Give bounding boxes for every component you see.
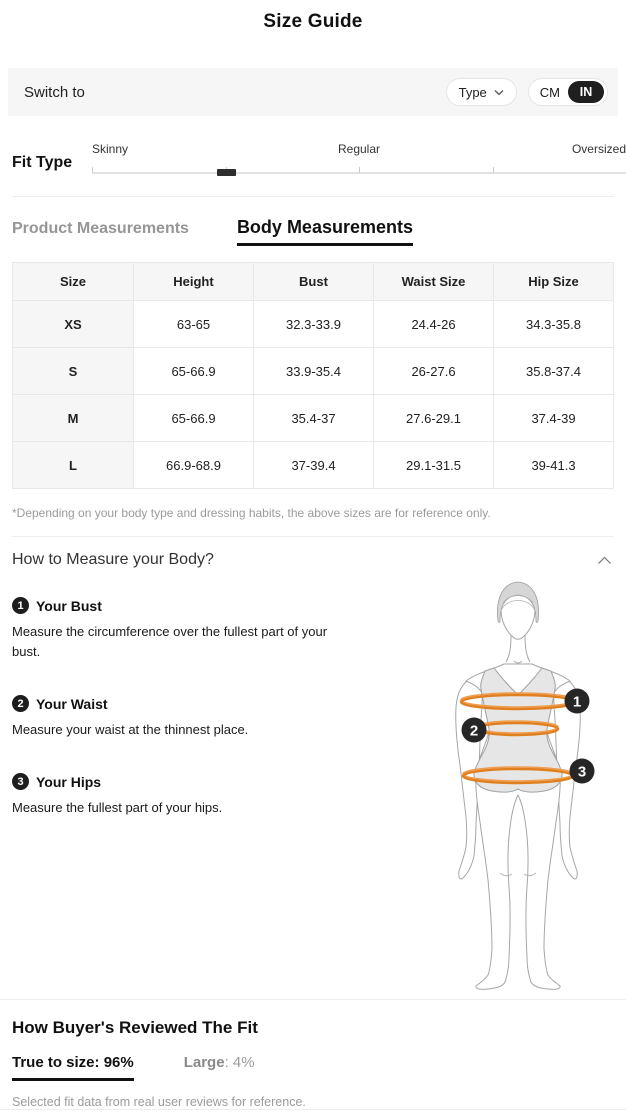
stat-true-to-size[interactable] (12, 1054, 134, 1081)
col-header-waist: Waist Size (373, 263, 493, 300)
tab-body-measurements[interactable]: Body Measurements (237, 217, 413, 246)
fit-type-slider-handle[interactable] (217, 169, 236, 176)
cell-waist: 29.1-31.5 (373, 442, 493, 488)
stat-label: Large (183, 1054, 225, 1071)
cell-bust: 35.4-37 (253, 395, 373, 441)
cell-waist: 26-27.6 (373, 348, 493, 394)
chevron-down-icon (494, 89, 504, 96)
cell-bust: 37-39.4 (253, 442, 373, 488)
stat-value: : 96% (94, 1054, 134, 1071)
badge-1-number: 1 (572, 693, 582, 711)
measure-item-desc: Measure the circumference over the fullest part of your bust. (12, 624, 328, 660)
measure-item-desc: Measure your waist at the thinnest place. (12, 722, 249, 738)
cell-hip: 39-41.3 (493, 442, 613, 488)
stat-label: True to size (12, 1054, 95, 1071)
step-1-badge: 1 (12, 597, 29, 614)
body-figure-illustration (406, 577, 626, 997)
measure-item-title: Your Bust (36, 597, 102, 614)
measure-items (12, 597, 357, 819)
stat-large[interactable] (184, 1054, 255, 1071)
table-row (13, 441, 613, 488)
measure-item-desc: Measure the fullest part of your hips. (12, 800, 223, 816)
cell-bust: 33.9-35.4 (253, 348, 373, 394)
cell-waist: 24.4-26 (373, 301, 493, 347)
unit-option-cm[interactable]: CM (539, 84, 560, 100)
fit-review-note: Selected fit data from real user reviews for reference. (12, 1095, 306, 1109)
cell-waist: 27.6-29.1 (373, 395, 493, 441)
size-table (12, 262, 614, 489)
fit-type-track (92, 172, 626, 174)
badge-2-number: 2 (469, 722, 479, 740)
slider-tick (359, 167, 360, 173)
measure-item-hips (12, 773, 357, 818)
type-dropdown-label: Type (458, 84, 487, 100)
type-dropdown[interactable] (446, 78, 517, 106)
cell-hip: 35.8-37.4 (493, 348, 613, 394)
col-header-bust: Bust (253, 263, 373, 300)
cell-height: 65-66.9 (133, 395, 253, 441)
how-to-measure-title: How to Measure your Body? (12, 551, 214, 568)
unit-option-in-selected[interactable]: IN (568, 81, 604, 103)
fit-type-label: Fit Type (12, 154, 73, 171)
slider-tick (493, 167, 494, 173)
cell-size: XS (13, 301, 133, 347)
unit-toggle[interactable] (528, 78, 608, 106)
page-title: Size Guide (263, 11, 363, 32)
how-to-measure-header[interactable] (12, 551, 614, 569)
fit-review-heading: How Buyer's Reviewed The Fit (12, 1018, 258, 1037)
cell-bust: 32.3-33.9 (253, 301, 373, 347)
chevron-up-icon[interactable] (597, 556, 612, 565)
table-row (13, 394, 613, 441)
cell-size: L (13, 442, 133, 488)
cell-size: S (13, 348, 133, 394)
cell-height: 63-65 (133, 301, 253, 347)
fit-review-stats (12, 1054, 614, 1081)
cell-size: M (13, 395, 133, 441)
stat-value: : 4% (224, 1054, 255, 1071)
fit-type-row (12, 142, 626, 174)
fit-option-oversized: Oversized (571, 142, 626, 156)
table-header-row (13, 263, 613, 300)
cell-hip: 34.3-35.8 (493, 301, 613, 347)
measure-item-title: Your Hips (36, 773, 102, 790)
switch-to-label: Switch to (24, 83, 85, 101)
fit-review-section (0, 1000, 626, 1109)
measure-item-bust (12, 597, 357, 662)
cell-height: 66.9-68.9 (133, 442, 253, 488)
measure-item-title: Your Waist (36, 695, 108, 712)
measure-item-waist (12, 695, 357, 740)
col-header-hip: Hip Size (493, 263, 613, 300)
switch-bar (8, 68, 618, 116)
step-2-badge: 2 (12, 695, 29, 712)
slider-tick (92, 167, 93, 173)
table-disclaimer: *Depending on your body type and dressing habits, the above sizes are for reference only. (12, 506, 491, 520)
cell-height: 65-66.9 (133, 348, 253, 394)
fit-option-skinny: Skinny (92, 142, 129, 156)
table-row (13, 300, 613, 347)
measurement-tabs (0, 197, 626, 246)
face (501, 596, 535, 640)
step-3-badge: 3 (12, 773, 29, 790)
col-header-size: Size (13, 263, 133, 300)
table-row (13, 347, 613, 394)
divider (0, 1109, 626, 1110)
badge-3-number: 3 (577, 763, 587, 781)
col-header-height: Height (133, 263, 253, 300)
fit-type-slider (92, 142, 626, 174)
cell-hip: 37.4-39 (493, 395, 613, 441)
fit-type-options (92, 142, 626, 160)
tab-product-measurements[interactable]: Product Measurements (12, 220, 189, 237)
how-to-measure-section (0, 537, 626, 999)
fit-option-regular: Regular (337, 142, 381, 156)
